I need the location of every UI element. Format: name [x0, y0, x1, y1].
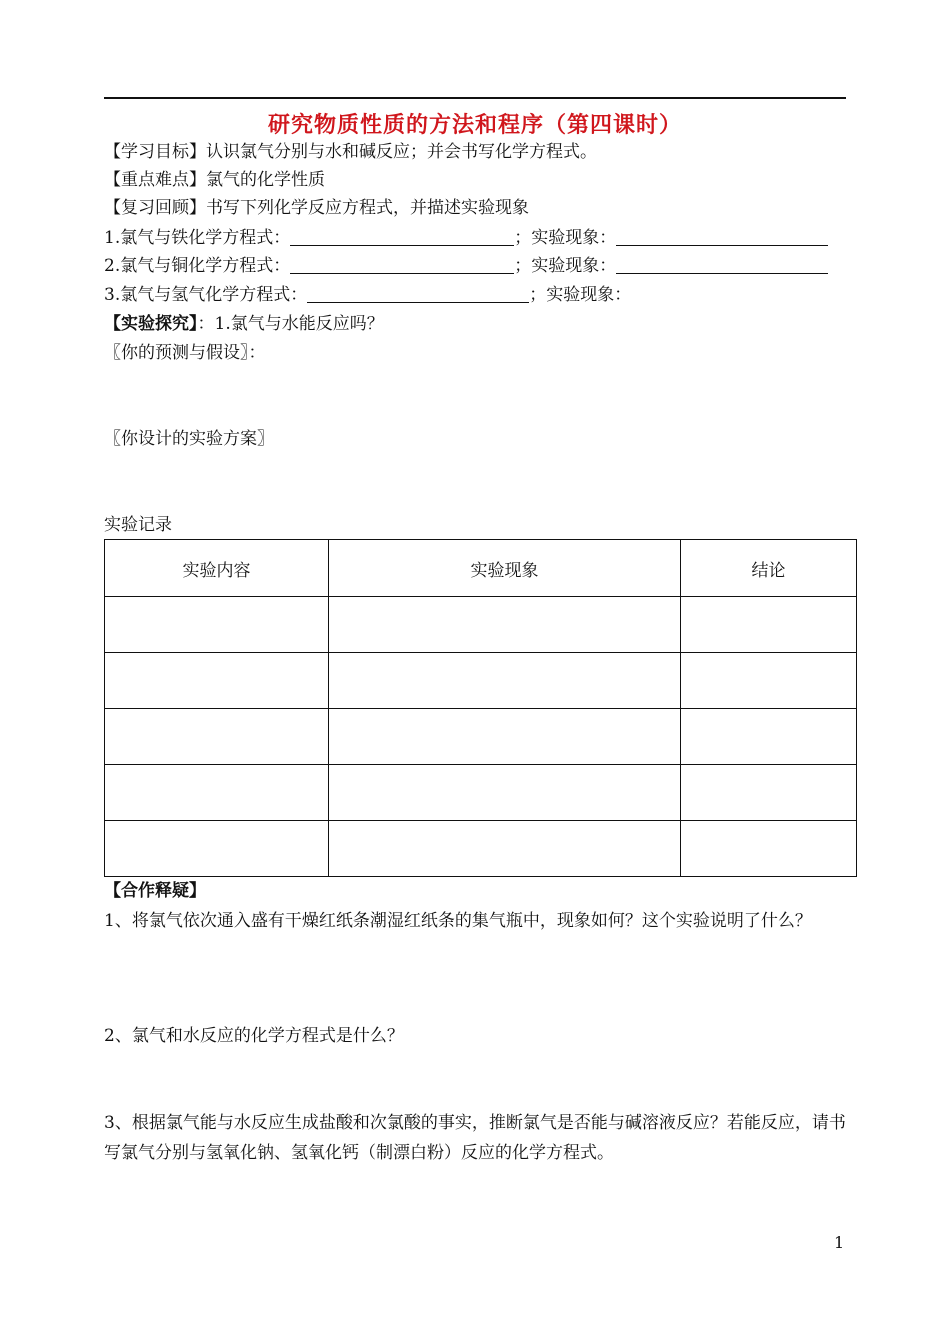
question-1: 1、将氯气依次通入盛有干燥红纸条潮湿红纸条的集气瓶中，现象如何？这个实验说明了什么？ — [104, 911, 812, 931]
objectives-label: 【学习目标】 — [104, 142, 206, 162]
key-points-text: 氯气的化学性质 — [206, 170, 325, 190]
phenomenon-label: ；实验现象： — [529, 285, 632, 305]
phenomenon-blank[interactable] — [616, 255, 828, 274]
question-2: 2、氯气和水反应的化学方程式是什么？ — [104, 1026, 404, 1046]
table-cell[interactable] — [329, 597, 681, 653]
review-line — [104, 196, 529, 220]
table-row — [105, 709, 857, 765]
record-table — [104, 539, 857, 877]
record-label: 实验记录 — [104, 515, 172, 535]
table-cell[interactable] — [329, 821, 681, 877]
key-points-line — [104, 168, 325, 192]
table-cell[interactable] — [329, 709, 681, 765]
objectives-line — [104, 140, 597, 164]
objectives-text: 认识氯气分别与水和碱反应；并会书写化学方程式。 — [206, 142, 597, 162]
page-title: 研究物质性质的方法和程序（第四课时） — [267, 113, 682, 138]
table-row — [105, 597, 857, 653]
review-item-2 — [104, 254, 828, 278]
review-item-text: 2.氯气与铜化学方程式： — [104, 256, 291, 276]
table-header-row — [105, 540, 857, 597]
equation-blank[interactable] — [307, 284, 529, 303]
design-prompt: 〖你设计的实验方案〗 — [104, 429, 274, 449]
review-item-1 — [104, 226, 828, 250]
question-3: 3、根据氯气能与水反应生成盐酸和次氯酸的事实，推断氯气是否能与碱溶液反应？若能反应，请书写氯气分别与氢氧化钠、氢氧化钙（制漂白粉）反应的化学方程式。 — [104, 1113, 846, 1163]
review-label: 【复习回顾】 — [104, 198, 206, 218]
table-cell[interactable] — [681, 765, 857, 821]
hypothesis-prompt: 〖你的预测与假设〗： — [104, 343, 266, 363]
explore-text: ：1.氯气与水能反应吗？ — [197, 314, 384, 334]
equation-blank[interactable] — [290, 227, 514, 246]
table-cell[interactable] — [681, 653, 857, 709]
phenomenon-blank[interactable] — [616, 227, 828, 246]
table-cell[interactable] — [329, 653, 681, 709]
table-cell[interactable] — [105, 709, 329, 765]
table-row — [105, 653, 857, 709]
table-row — [105, 821, 857, 877]
equation-blank[interactable] — [290, 255, 514, 274]
table-header-cell: 实验现象 — [329, 540, 681, 597]
phenomenon-label: ；实验现象： — [514, 228, 617, 248]
phenomenon-label: ；实验现象： — [514, 256, 617, 276]
header-rule — [104, 97, 846, 99]
table-cell[interactable] — [105, 597, 329, 653]
explore-line — [104, 312, 384, 336]
table-cell[interactable] — [105, 765, 329, 821]
review-item-3 — [104, 283, 631, 307]
explore-label: 【实验探究】 — [104, 314, 198, 334]
page-number: 1 — [834, 1233, 845, 1252]
table-header-cell: 实验内容 — [105, 540, 329, 597]
table-row — [105, 765, 857, 821]
table-cell[interactable] — [681, 597, 857, 653]
table-cell[interactable] — [329, 765, 681, 821]
table-header-cell: 结论 — [681, 540, 857, 597]
table-cell[interactable] — [681, 821, 857, 877]
review-item-text: 3.氯气与氢气化学方程式： — [104, 285, 308, 305]
review-text: 书写下列化学反应方程式，并描述实验现象 — [206, 198, 529, 218]
table-cell[interactable] — [681, 709, 857, 765]
cooperate-label: 【合作释疑】 — [104, 881, 206, 901]
review-item-text: 1.氯气与铁化学方程式： — [104, 228, 291, 248]
table-cell[interactable] — [105, 653, 329, 709]
table-cell[interactable] — [105, 821, 329, 877]
key-points-label: 【重点难点】 — [104, 170, 206, 190]
